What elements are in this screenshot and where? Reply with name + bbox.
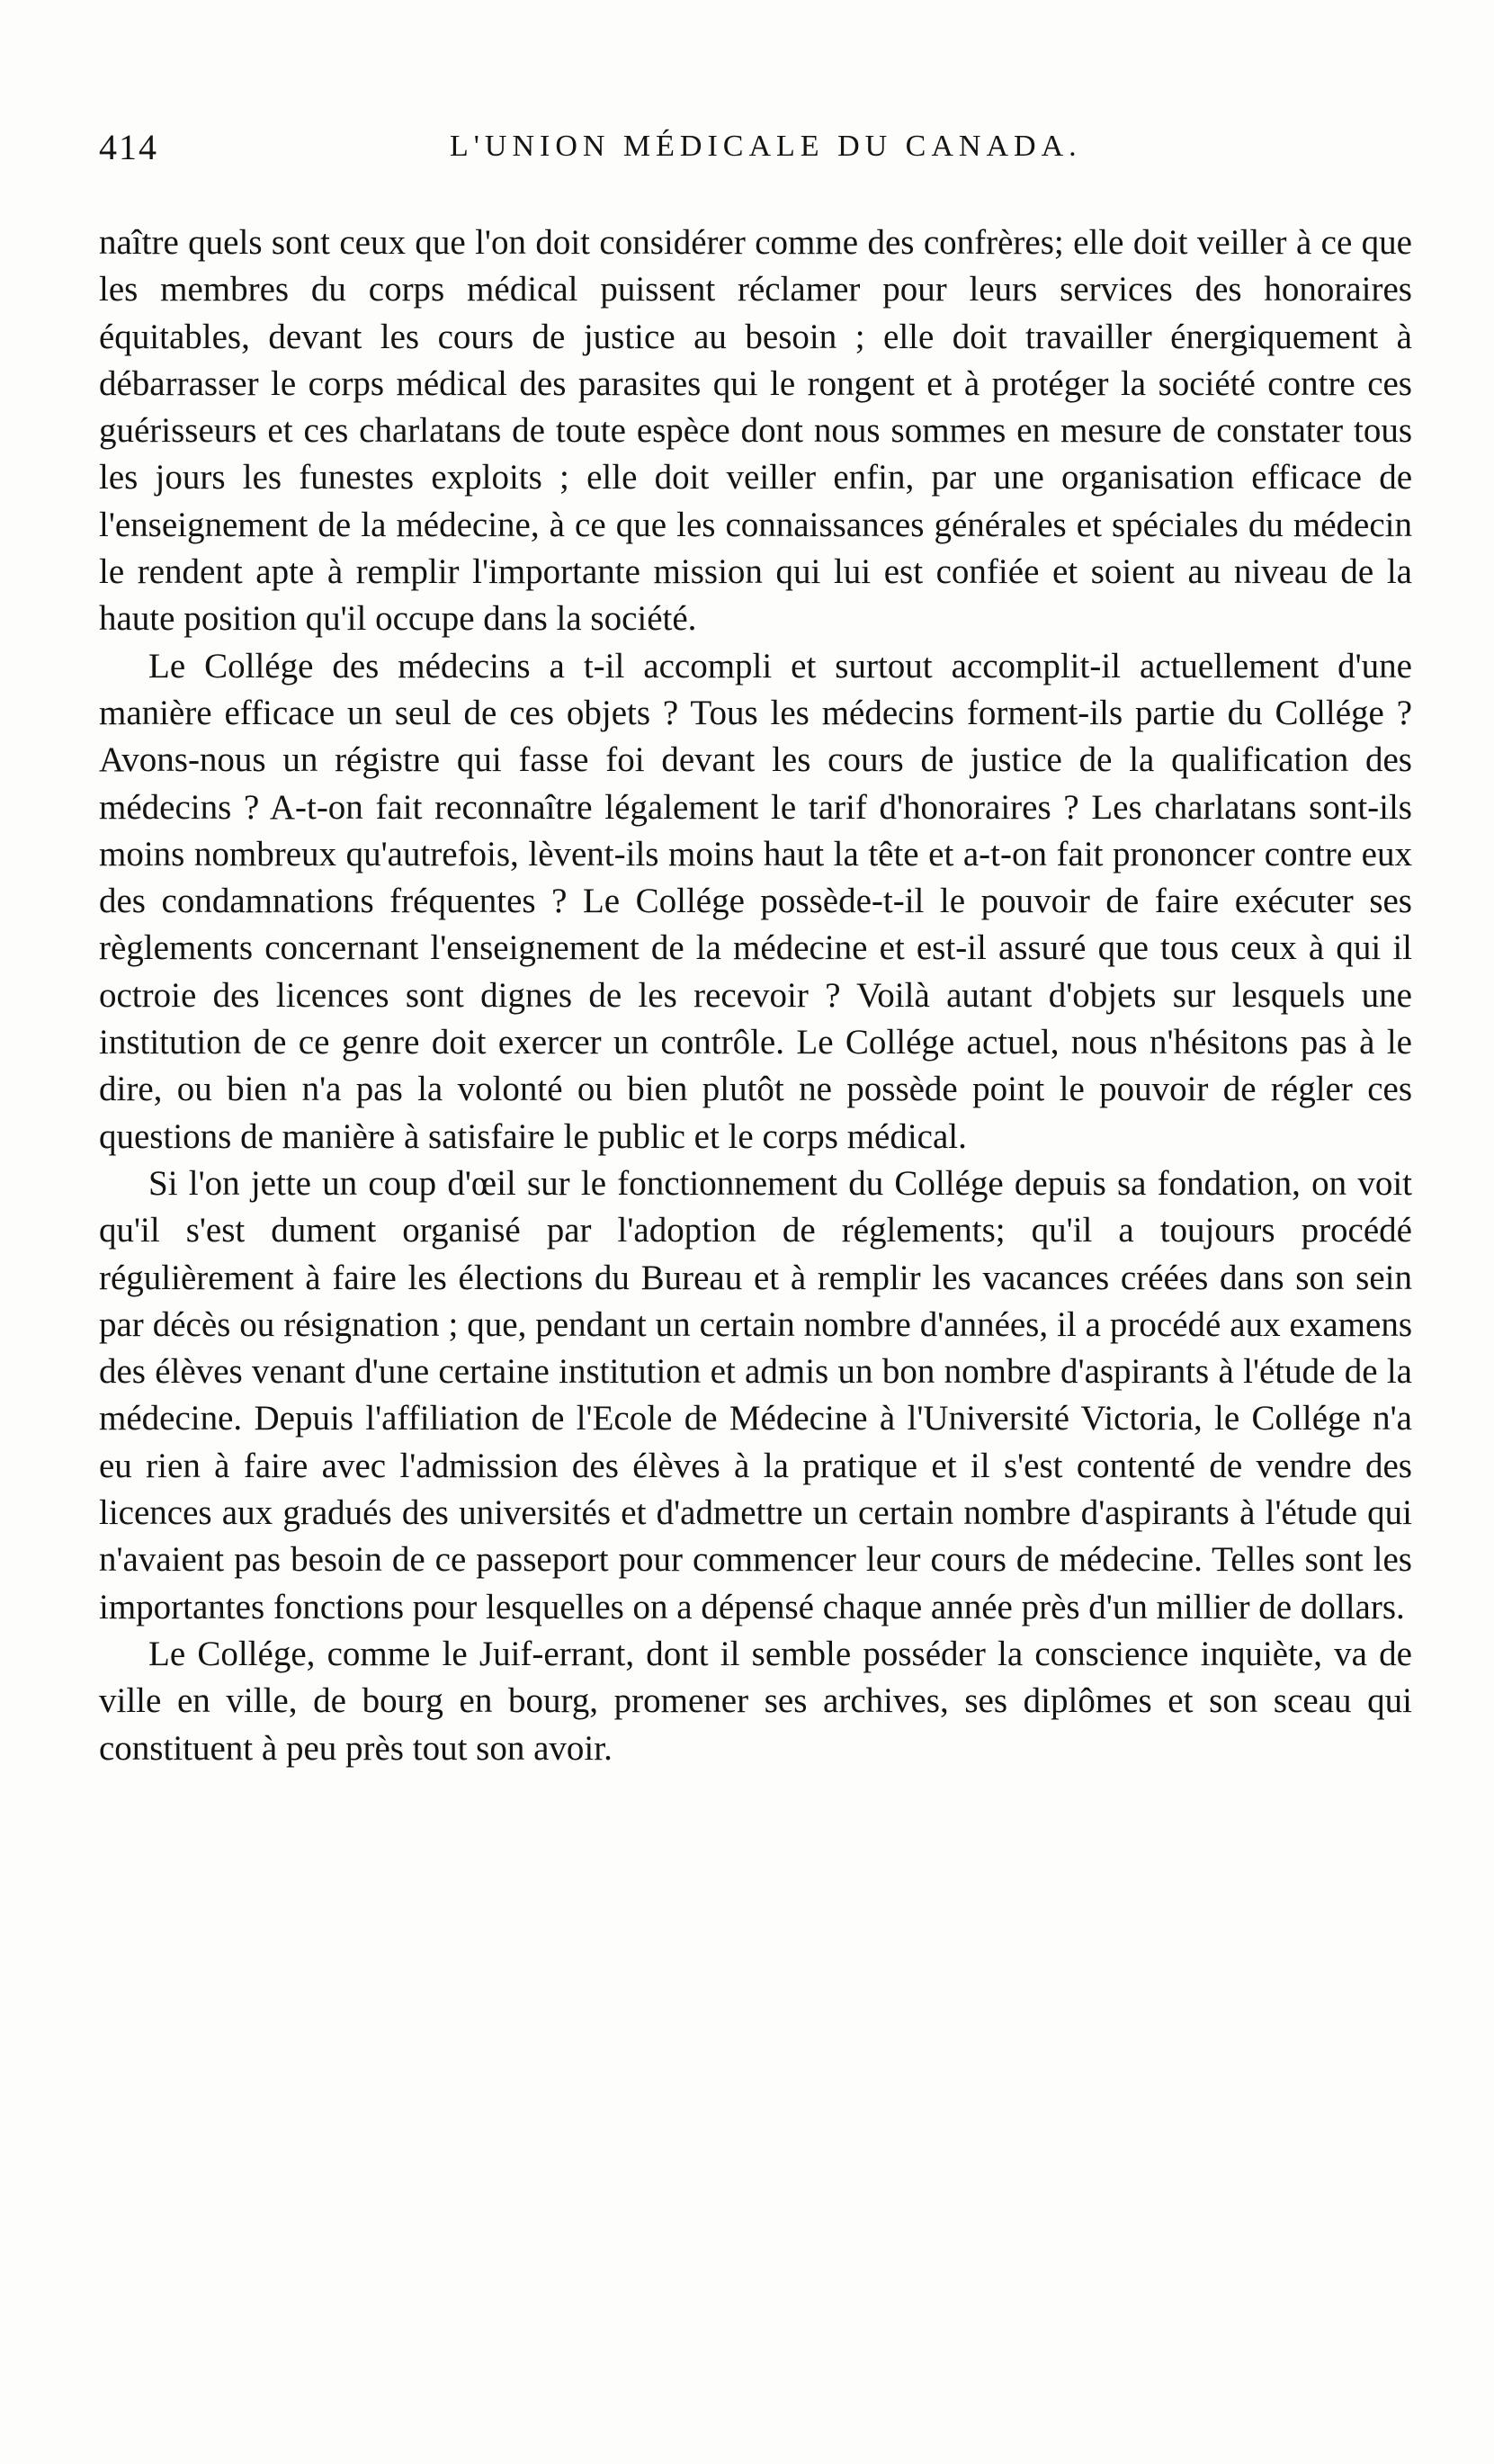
paragraph-3: Si l'on jette un coup d'œil sur le fonctionnement du Collége depuis sa fondation, on voit qu'il s'est dument organisé par l'adoption de réglements; qu'il a toujours procédé régulièrement à faire les élections du Bureau et à remplir les vacances créées dans son sein par décès ou résignation ; que, pendant un certain nombre d'années, il a procédé aux examens des élèves venant d'une certaine institution et admis un bon nombre d'aspirants à l'étude de la médecine. Depuis l'affiliation de l'Ecole de Médecine à l'Université Victoria, le Collége n'a eu rien à faire avec l'admission des élèves à la pratique et il s'est contenté de vendre des licences aux gradués des universités et d'admettre un certain nombre d'aspirants à l'étude qui n'avaient pas besoin de ce passeport pour commencer leur cours de médecine. Telles sont les importantes fonctions pour lesquelles on a dépensé chaque année près d'un millier de dollars. <box>99 1163 1412 1626</box>
paragraph-4: Le Collége, comme le Juif-errant, dont il semble posséder la conscience inquiète, va de ville en ville, de bourg en bourg, promener ses archives, ses diplômes et son sceau qui constituent à peu près tout son avoir. <box>99 1634 1412 1768</box>
page-number: 414 <box>99 127 158 167</box>
page-header <box>99 126 1412 180</box>
paragraph-2: Le Collége des médecins a t-il accompli et surtout accomplit-il actuellement d'une manière efficace un seul de ces objets ? Tous les médecins forment-ils partie du Collége ? Avons-nous un régistre qui fasse foi devant les cours de justice de la qualification des médecins ? A-t-on fait reconnaître légalement le tarif d'honoraires ? Les charlatans sont-ils moins nombreux qu'autrefois, lèvent-ils moins haut la tête et a-t-on fait prononcer contre eux des condamnations fréquentes ? Le Collége possède-t-il le pouvoir de faire exécuter ses règlements concernant l'enseignement de la médecine et est-il assuré que tous ceux à qui il octroie des licences sont dignes de les recevoir ? Voilà autant d'objets sur lesquels une institution de ce genre doit exercer un contrôle. Le Collége actuel, nous n'hésitons pas à le dire, ou bien n'a pas la volonté ou bien plutôt ne possède point le pouvoir de régler ces questions de manière à satisfaire le public et le corps médical. <box>99 646 1412 1156</box>
paragraph-1: naître quels sont ceux que l'on doit considérer comme des confrères; elle doit veiller à ce que les membres du corps médical puissent réclamer pour leurs services des honoraires équitables, devant les cours de justice au besoin ; elle doit travailler énergiquement à débarrasser le corps médical des parasites qui le rongent et à protéger la société contre ces guérisseurs et ces charlatans de toute espèce dont nous sommes en mesure de constater tous les jours les funestes exploits ; elle doit veiller enfin, par une organisation efficace de l'enseignement de la médecine, à ce que les connaissances générales et spéciales du médecin le rendent apte à remplir l'importante mission qui lui est confiée et soient au niveau de la haute position qu'il occupe dans la société. <box>99 223 1412 639</box>
page <box>99 126 1412 1772</box>
body-text <box>99 220 1412 1772</box>
running-title: L'UNION MÉDICALE DU CANADA. <box>450 130 1082 163</box>
